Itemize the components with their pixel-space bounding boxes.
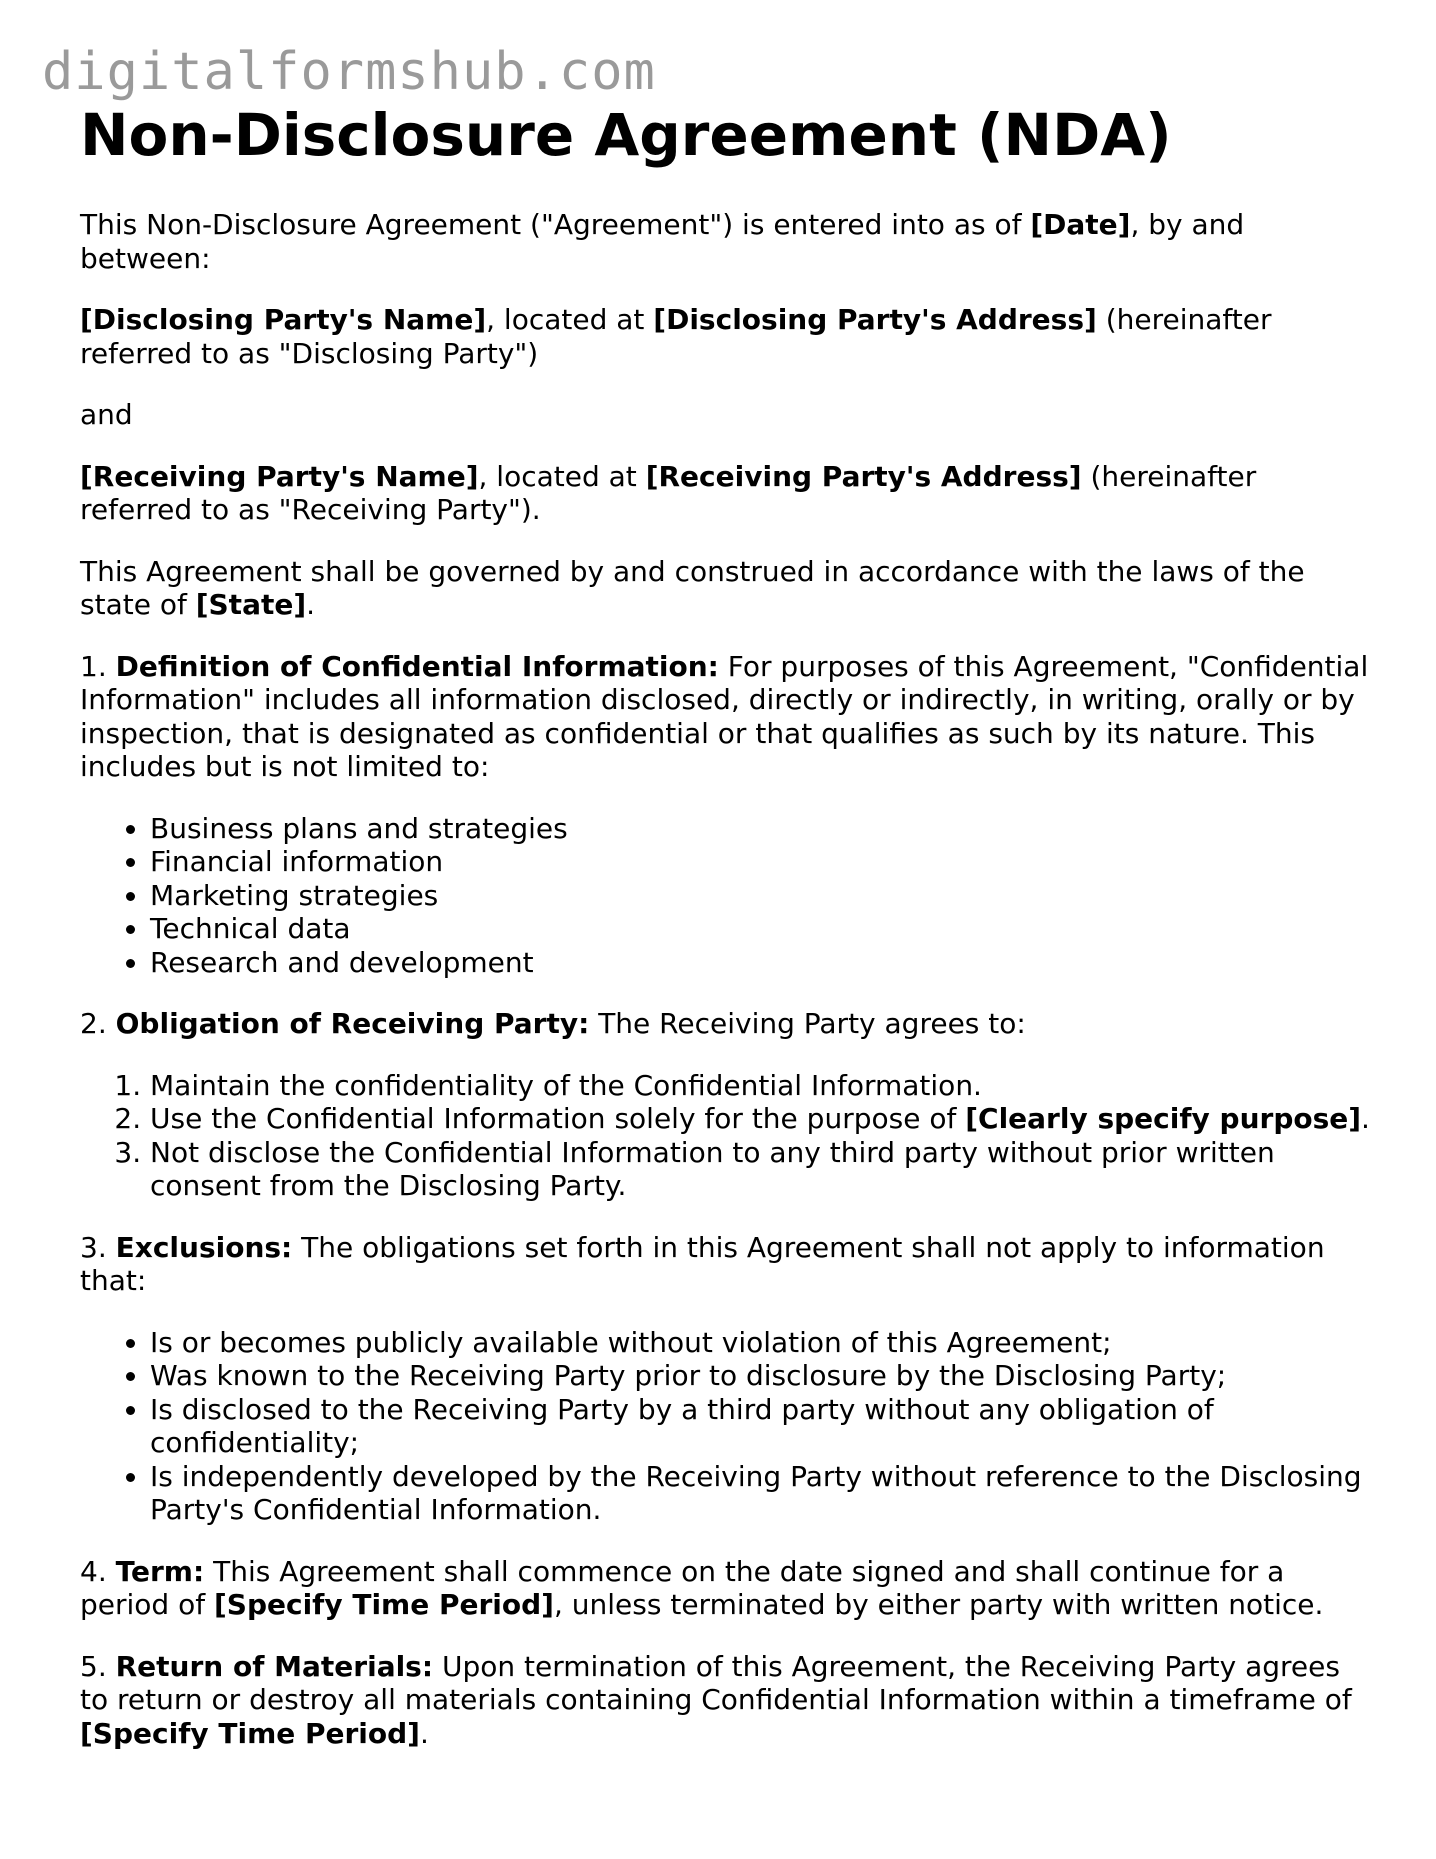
receiving-party-paragraph: [Receiving Party's Name], located at [Receiving Party's Address] (hereinafter referred to as "Receiving Party"). bbox=[80, 459, 1257, 526]
section-4: 4. Term: This Agreement shall commence on the date signed and shall continue for a period of [Specify Time Period], unless terminated by either party with written notice. bbox=[80, 1554, 1324, 1621]
document-body bbox=[80, 100, 1370, 1778]
section-5-heading: Return of Materials: bbox=[115, 1649, 434, 1683]
receiving-name-placeholder: [Receiving Party's Name] bbox=[80, 459, 479, 493]
governing-law-paragraph: This Agreement shall be governed by and construed in accordance with the laws of the state of [State]. bbox=[80, 554, 1305, 621]
section-4-heading: Term: bbox=[115, 1554, 205, 1588]
list-item: • Research and development bbox=[150, 946, 1370, 980]
watermark: digitalformshub.com bbox=[42, 42, 656, 102]
list-item: • Is independently developed by the Receiving Party without reference to the Disclosing Party's Confidential Information. bbox=[150, 1460, 1370, 1527]
section-3-heading: Exclusions: bbox=[115, 1230, 293, 1264]
section-1-list bbox=[80, 812, 1370, 980]
list-item: • Marketing strategies bbox=[150, 879, 1370, 913]
list-item: • Financial information bbox=[150, 845, 1370, 879]
section-2-list bbox=[80, 1069, 1370, 1203]
date-placeholder: [Date] bbox=[1030, 208, 1131, 241]
list-item: • Is disclosed to the Receiving Party by a third party without any obligation of confidentiality; bbox=[150, 1393, 1370, 1460]
disclosing-address-placeholder: [Disclosing Party's Address] bbox=[653, 303, 1097, 336]
purpose-placeholder: [Clearly specify purpose] bbox=[965, 1102, 1362, 1135]
section-2-heading: Obligation of Receiving Party: bbox=[115, 1007, 590, 1040]
intro-paragraph: This Non-Disclosure Agreement ("Agreement") is entered into as of [Date], by and between: bbox=[80, 208, 1245, 275]
disclosing-party-paragraph: [Disclosing Party's Name], located at [Disclosing Party's Address] (hereinafter referred to as "Disclosing Party") bbox=[80, 303, 1272, 370]
term-period-placeholder: [Specify Time Period] bbox=[213, 1588, 554, 1621]
list-item: • Is or becomes publicly available without violation of this Agreement; bbox=[150, 1326, 1370, 1360]
disclosing-name-placeholder: [Disclosing Party's Name] bbox=[80, 303, 487, 336]
list-item: 1. Maintain the confidentiality of the Confidential Information. bbox=[150, 1069, 1370, 1103]
return-period-placeholder: [Specify Time Period] bbox=[80, 1716, 420, 1750]
section-1-heading: Definition of Confidential Information: bbox=[115, 649, 719, 683]
section-3-list bbox=[80, 1326, 1370, 1527]
section-3: 3. Exclusions: The obligations set forth in this Agreement shall not apply to information that: bbox=[80, 1230, 1325, 1297]
list-item: • Was known to the Receiving Party prior to disclosure by the Disclosing Party; bbox=[150, 1359, 1370, 1393]
list-item: • Business plans and strategies bbox=[150, 812, 1370, 846]
section-1: 1. Definition of Confidential Information: For purposes of this Agreement, "Confidential Information" includes all information disclosed, directly or indirectly, in writing, orally or by inspection, that is designated as confidential or that qualifies as such by its nature. This includes but is not limited to: bbox=[80, 649, 1369, 783]
section-5: 5. Return of Materials: Upon termination of this Agreement, the Receiving Party agrees to return or destroy all materials containing Confidential Information within a timeframe of [Specify Time Period]. bbox=[80, 1649, 1352, 1750]
section-2: 2. Obligation of Receiving Party: The Receiving Party agrees to: bbox=[80, 1007, 1026, 1040]
state-placeholder: [State] bbox=[195, 588, 307, 621]
list-item: 2. Use the Confidential Information solely for the purpose of [Clearly specify purpose]. bbox=[150, 1102, 1370, 1136]
page-title: Non-Disclosure Agreement (NDA) bbox=[80, 101, 1172, 169]
list-item: 3. Not disclose the Confidential Information to any third party without prior written consent from the Disclosing Party. bbox=[150, 1136, 1370, 1203]
and-text: and bbox=[80, 398, 133, 431]
receiving-address-placeholder: [Receiving Party's Address] bbox=[645, 459, 1082, 493]
list-item: • Technical data bbox=[150, 912, 1370, 946]
